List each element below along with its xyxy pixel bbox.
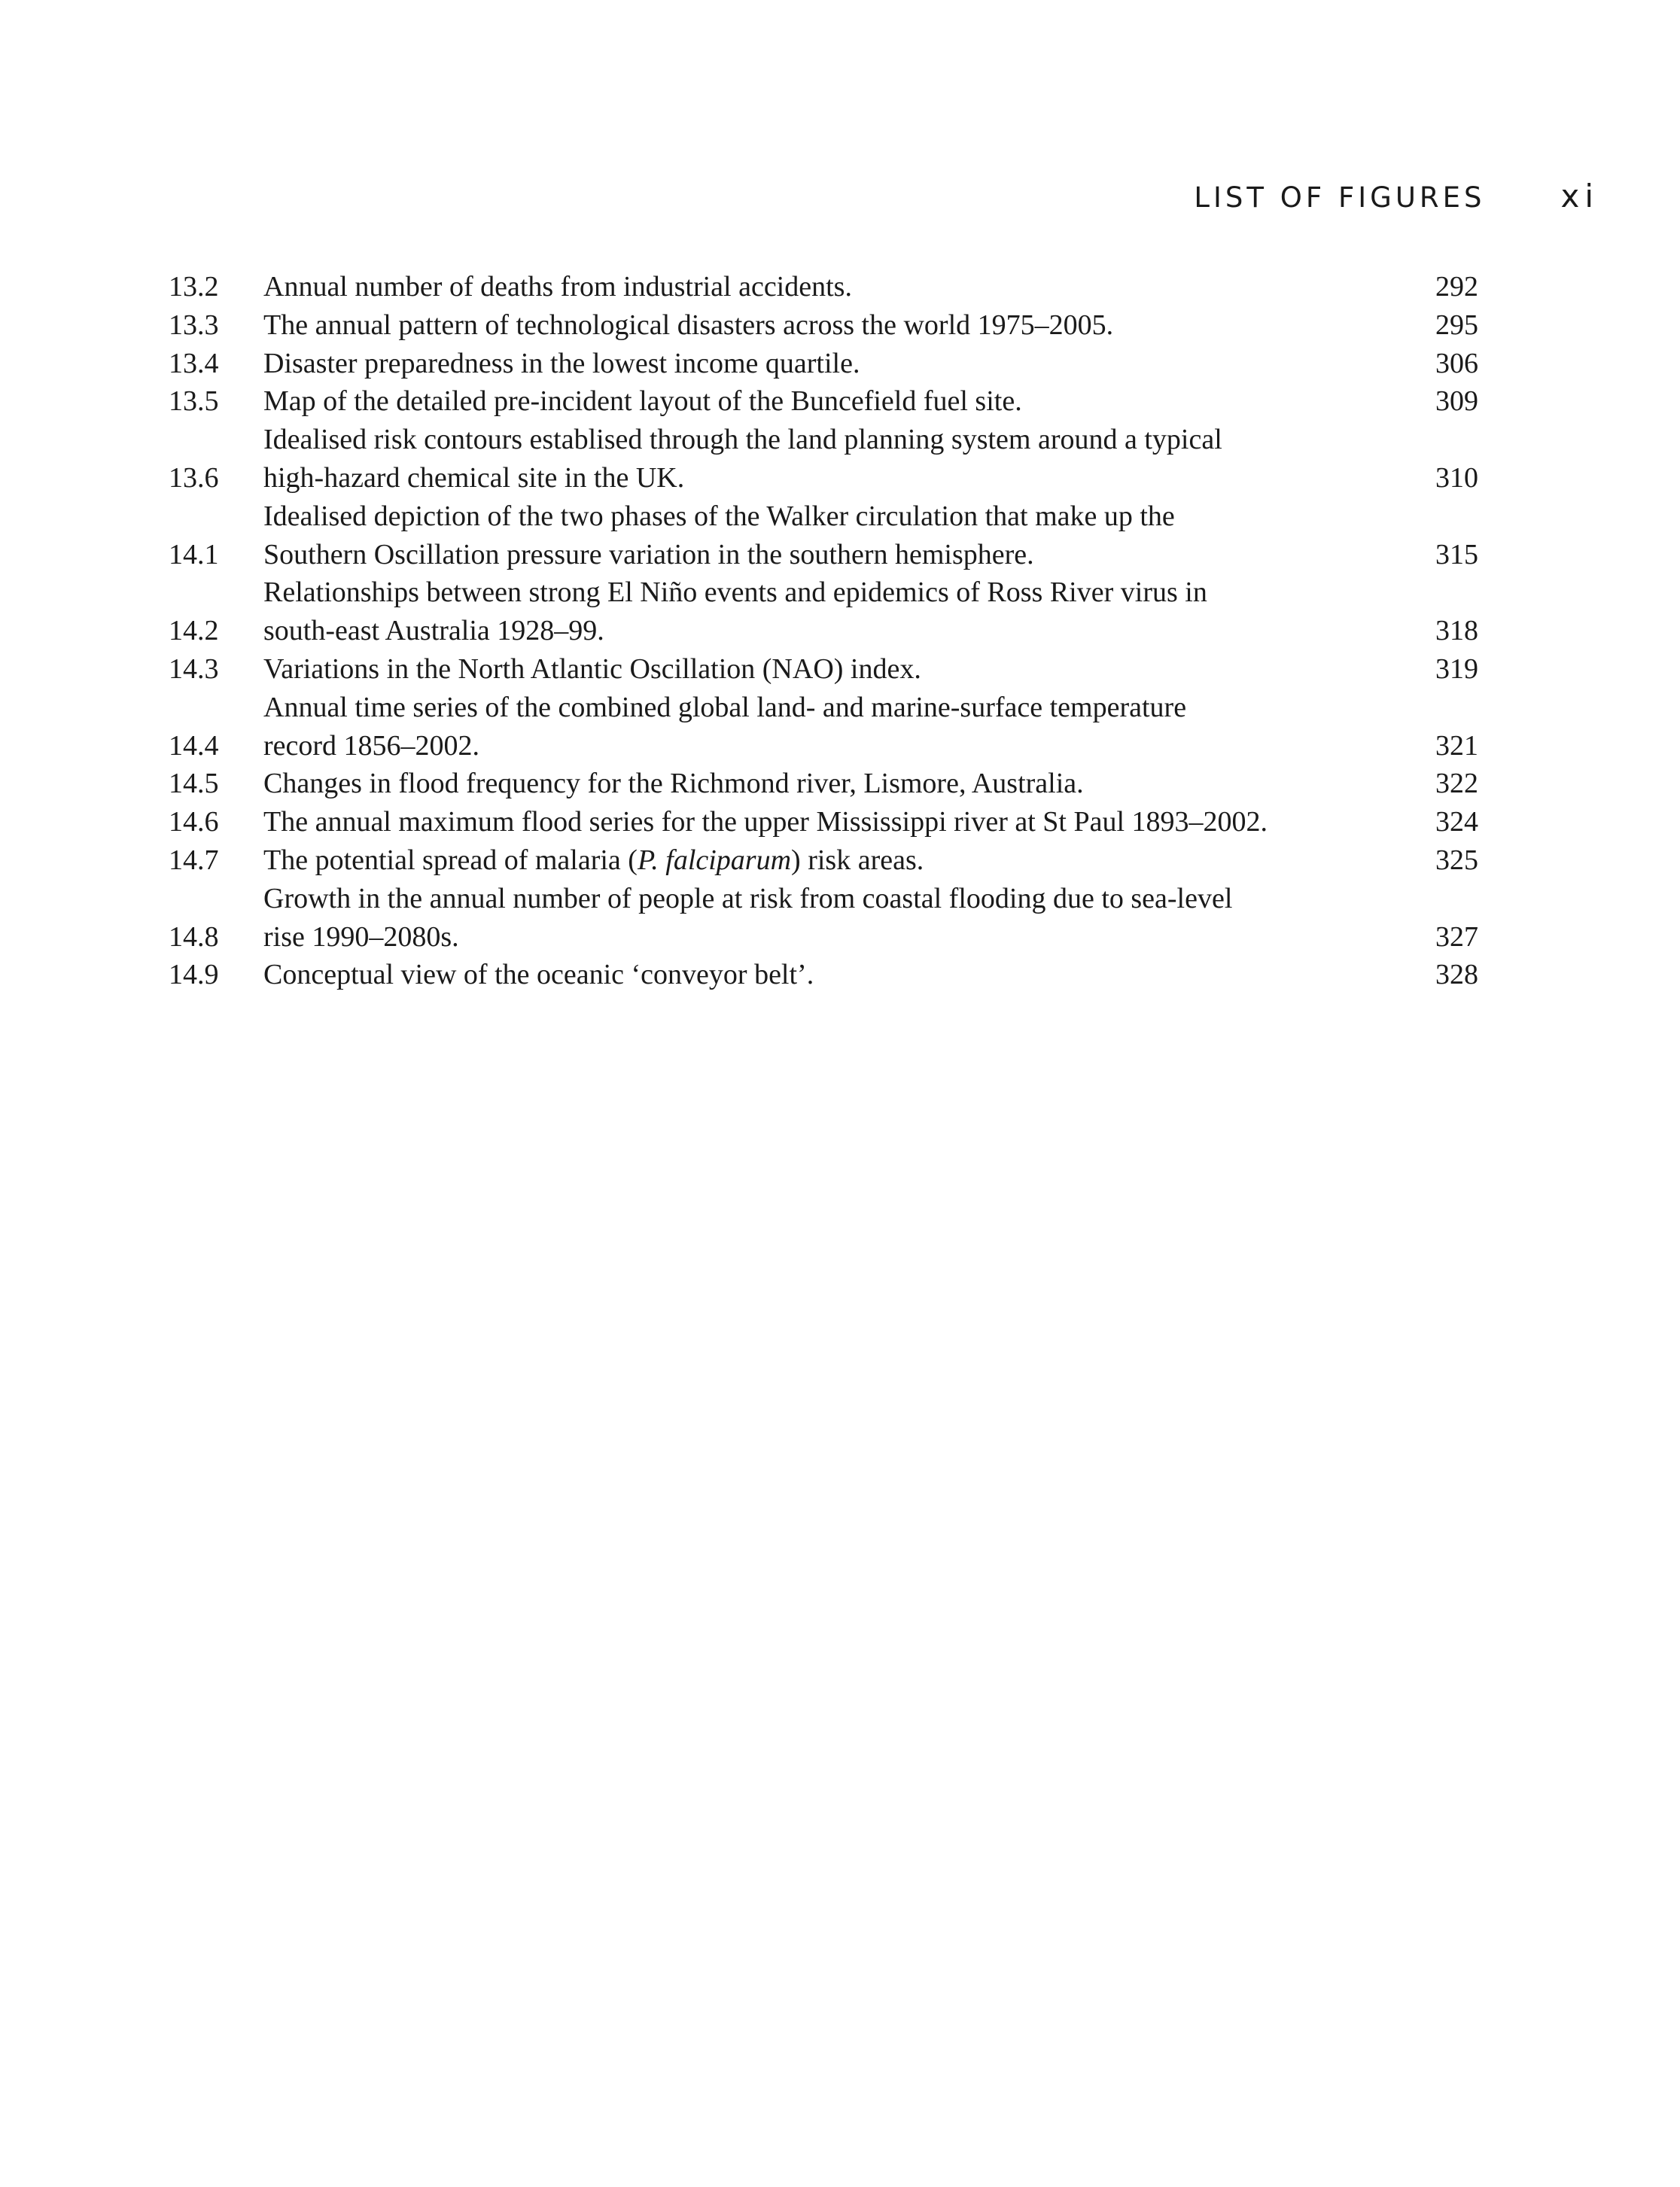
page-number: 292 bbox=[1435, 271, 1478, 303]
page-number: 309 bbox=[1435, 385, 1478, 418]
caption-line: Map of the detailed pre-incident layout of the Buncefield fuel site. bbox=[263, 385, 1022, 418]
caption-line: Changes in flood frequency for the Richmond river, Lismore, Australia. bbox=[263, 768, 1084, 800]
figure-caption bbox=[263, 497, 1418, 574]
figure-entry bbox=[169, 268, 1478, 306]
figure-caption bbox=[263, 650, 1418, 689]
page-number: 327 bbox=[1435, 920, 1478, 953]
figure-caption bbox=[263, 268, 1418, 306]
page-number: 328 bbox=[1435, 959, 1478, 991]
page-number: 319 bbox=[1435, 652, 1478, 685]
caption-line: Relationships between strong El Niño events and epidemics of Ross River virus in bbox=[263, 576, 1207, 609]
figure-caption bbox=[263, 421, 1418, 497]
figure-number: 14.7 bbox=[169, 844, 219, 876]
caption-line: high-hazard chemical site in the UK. bbox=[263, 461, 685, 494]
figure-caption bbox=[263, 841, 1418, 880]
caption-text: The potential spread of malaria ( bbox=[263, 844, 638, 876]
page-number: 295 bbox=[1435, 309, 1478, 341]
caption-line: Idealised depiction of the two phases of the Walker circulation that make up the bbox=[263, 500, 1175, 532]
figure-entry bbox=[169, 421, 1478, 497]
caption-line: Annual time series of the combined global land- and marine-surface temperature bbox=[263, 691, 1187, 723]
figure-number: 14.2 bbox=[169, 615, 219, 647]
figure-entry bbox=[169, 803, 1478, 841]
caption-line: rise 1990–2080s. bbox=[263, 920, 459, 953]
figure-caption bbox=[263, 765, 1418, 803]
figure-entry bbox=[169, 765, 1478, 803]
figure-entry bbox=[169, 497, 1478, 574]
figure-number: 14.1 bbox=[169, 538, 219, 570]
figure-caption bbox=[263, 880, 1418, 957]
caption-italic-text: P. falciparum bbox=[637, 844, 792, 876]
figure-number: 14.8 bbox=[169, 920, 219, 953]
list-of-figures bbox=[169, 268, 1478, 994]
caption-line: Disaster preparedness in the lowest income quartile. bbox=[263, 347, 860, 379]
figure-entry bbox=[169, 382, 1478, 421]
caption-text: ) risk areas. bbox=[791, 844, 924, 876]
caption-line bbox=[263, 841, 1388, 880]
figure-number: 13.5 bbox=[169, 385, 219, 418]
figure-caption bbox=[263, 382, 1418, 421]
figure-number: 13.3 bbox=[169, 309, 219, 341]
figure-entry bbox=[169, 956, 1478, 994]
caption-line: Conceptual view of the oceanic ‘conveyor belt’. bbox=[263, 959, 814, 991]
page-number: 322 bbox=[1435, 768, 1478, 800]
caption-line: Annual number of deaths from industrial accidents. bbox=[263, 271, 852, 303]
page-number: 318 bbox=[1435, 615, 1478, 647]
caption-line: record 1856–2002. bbox=[263, 729, 480, 762]
figure-number: 13.2 bbox=[169, 271, 219, 303]
caption-line: south-east Australia 1928–99. bbox=[263, 615, 604, 647]
running-head bbox=[1194, 178, 1599, 215]
caption-line: The annual maximum flood series for the upper Mississippi river at St Paul 1893–2002. bbox=[263, 806, 1268, 838]
running-title: LIST OF FIGURES bbox=[1194, 181, 1486, 214]
figure-caption bbox=[263, 573, 1418, 650]
figure-caption bbox=[263, 956, 1418, 994]
figure-number: 13.6 bbox=[169, 461, 219, 494]
caption-line: Southern Oscillation pressure variation in the southern hemisphere. bbox=[263, 538, 1034, 570]
figure-number: 14.5 bbox=[169, 768, 219, 800]
figure-caption bbox=[263, 345, 1418, 383]
caption-line: The annual pattern of technological disasters across the world 1975–2005. bbox=[263, 309, 1114, 341]
figure-number: 14.9 bbox=[169, 959, 219, 991]
figure-caption bbox=[263, 689, 1418, 765]
figure-number: 14.6 bbox=[169, 806, 219, 838]
page-number: 310 bbox=[1435, 461, 1478, 494]
figure-number: 14.3 bbox=[169, 652, 219, 685]
page-number: 306 bbox=[1435, 347, 1478, 379]
page-number: 325 bbox=[1435, 844, 1478, 876]
caption-line: Growth in the annual number of people at risk from coastal flooding due to sea-level bbox=[263, 882, 1233, 914]
figure-number: 13.4 bbox=[169, 347, 219, 379]
page-number: 315 bbox=[1435, 538, 1478, 570]
figure-number: 14.4 bbox=[169, 729, 219, 762]
page-folio: xi bbox=[1560, 178, 1599, 214]
figure-entry bbox=[169, 345, 1478, 383]
figure-entry bbox=[169, 573, 1478, 650]
figure-entry bbox=[169, 880, 1478, 957]
caption-line: Variations in the North Atlantic Oscillation (NAO) index. bbox=[263, 652, 921, 685]
page-number: 321 bbox=[1435, 729, 1478, 762]
figure-entry bbox=[169, 689, 1478, 765]
figure-caption bbox=[263, 306, 1418, 345]
figure-entry bbox=[169, 841, 1478, 880]
figure-entry bbox=[169, 306, 1478, 345]
caption-line: Idealised risk contours establised through the land planning system around a typical bbox=[263, 424, 1222, 456]
figure-entry bbox=[169, 650, 1478, 689]
figure-caption bbox=[263, 803, 1418, 841]
page-number: 324 bbox=[1435, 806, 1478, 838]
